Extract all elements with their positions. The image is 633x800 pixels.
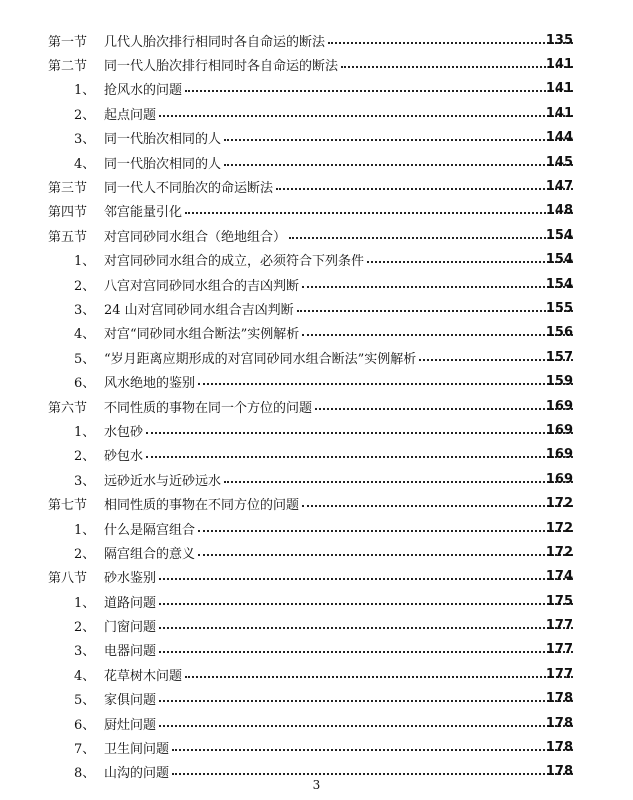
toc-subentry — [0, 467, 633, 491]
toc-entry-body — [104, 299, 573, 318]
toc-section-entry — [0, 52, 633, 76]
toc-entry-title: 山沟的问题 — [104, 766, 170, 782]
toc-entry-body — [104, 31, 573, 50]
toc-entry-number: 6、 — [74, 376, 96, 392]
toc-entry-body — [104, 55, 573, 74]
toc-entry-title: 几代人胎次排行相同时各自命运的断法 — [104, 34, 326, 50]
toc-entry-title: 对宫“同砂同水组合断法”实例解析 — [104, 327, 300, 343]
toc-entry-page: 172 — [545, 496, 573, 512]
toc-subentry — [0, 345, 633, 369]
toc-entry-number: 1、 — [74, 595, 96, 611]
dot-leader — [302, 286, 573, 288]
toc-entry-page: 172 — [545, 544, 573, 560]
toc-entry-title: 同一代胎次相同的人 — [104, 156, 222, 172]
toc-entry-body — [104, 104, 573, 123]
toc-entry-body — [104, 372, 573, 391]
toc-entry-title: 砂包水 — [104, 449, 144, 465]
toc-entry-title: 同一代胎次相同的人 — [104, 132, 222, 148]
toc-subentry — [0, 687, 633, 711]
toc-entry-page: 177 — [545, 618, 573, 634]
toc-entry-number: 3、 — [74, 132, 96, 148]
dot-leader — [198, 554, 573, 556]
toc-entry-page: 154 — [545, 252, 573, 268]
toc-entry-body — [104, 226, 573, 245]
toc-subentry — [0, 296, 633, 320]
toc-entry-title: 八宫对宫同砂同水组合的吉凶判断 — [104, 278, 300, 294]
toc-entry-title: 卫生间问题 — [104, 742, 170, 758]
toc-entry-page: 177 — [545, 642, 573, 658]
toc-entry-page: 144 — [545, 130, 573, 146]
toc-entry-title: 电器问题 — [104, 644, 157, 660]
toc-entry-title: 风水绝地的鉴别 — [104, 376, 196, 392]
toc-entry-number: 2、 — [74, 449, 96, 465]
toc-entry-title: 厨灶问题 — [104, 717, 157, 733]
toc-entry-body — [104, 616, 573, 635]
toc-subentry — [0, 516, 633, 540]
dot-leader — [159, 603, 573, 605]
toc-entry-body — [104, 250, 573, 269]
toc-entry-body — [104, 445, 573, 464]
dot-leader — [224, 139, 573, 141]
toc-entry-title: 花草树木问题 — [104, 668, 183, 684]
toc-entry-title: 相同性质的事物在不同方位的问题 — [104, 498, 300, 514]
toc-entry-page: 169 — [545, 422, 573, 438]
toc-entry-title: 邻宫能量引化 — [104, 205, 183, 221]
dot-leader — [159, 651, 573, 653]
toc-entry-title: 什么是隔宫组合 — [104, 522, 196, 538]
toc-subentry — [0, 662, 633, 686]
toc-entry-page: 141 — [545, 81, 573, 97]
toc-entry-number: 第三节 — [48, 181, 88, 197]
toc-entry-title: 24 山对宫同砂同水组合吉凶判断 — [104, 302, 294, 318]
dot-leader — [185, 212, 573, 214]
toc-section-entry — [0, 394, 633, 418]
dot-leader — [302, 334, 573, 336]
toc-entry-number: 6、 — [74, 717, 96, 733]
toc-entry-title: 道路问题 — [104, 595, 157, 611]
toc-entry-number: 第七节 — [48, 498, 88, 514]
toc-entry-body — [104, 689, 573, 708]
toc-entry-number: 第一节 — [48, 34, 88, 50]
page-number: 3 — [312, 778, 321, 792]
toc-entry-body — [104, 153, 573, 172]
toc-entry-page: 169 — [545, 447, 573, 463]
dot-leader — [172, 773, 573, 775]
toc-entry-page: 178 — [545, 715, 573, 731]
toc-subentry — [0, 150, 633, 174]
toc-entry-body — [104, 323, 573, 342]
toc-subentry — [0, 735, 633, 759]
toc-entry-page: 178 — [545, 764, 573, 780]
toc-entry-page: 177 — [545, 666, 573, 682]
toc-entry-page: 145 — [545, 154, 573, 170]
toc-entry-body — [104, 519, 573, 538]
toc-entry-number: 4、 — [74, 156, 96, 172]
toc-section-entry — [0, 28, 633, 52]
toc-entry-page: 169 — [545, 398, 573, 414]
toc-entry-body — [104, 275, 573, 294]
toc-entry-body — [104, 714, 573, 733]
toc-entry-number: 1、 — [74, 254, 96, 270]
toc-entry-number: 第五节 — [48, 229, 88, 245]
toc-section-entry — [0, 223, 633, 247]
toc-subentry — [0, 613, 633, 637]
toc-entry-page: 175 — [545, 593, 573, 609]
toc-entry-body — [104, 665, 573, 684]
toc-entry-page: 178 — [545, 691, 573, 707]
dot-leader — [289, 237, 573, 239]
toc-entry-body — [104, 177, 573, 196]
toc-entry-number: 1、 — [74, 522, 96, 538]
toc-entry-number: 第四节 — [48, 205, 88, 221]
toc-entry-title: 隔宫组合的意义 — [104, 546, 196, 562]
toc-entry-page: 156 — [545, 325, 573, 341]
toc-entry-number: 1、 — [74, 83, 96, 99]
dot-leader — [185, 676, 573, 678]
toc-entry-number: 2、 — [74, 107, 96, 123]
toc-subentry — [0, 443, 633, 467]
toc-entry-title: 同一代人不同胎次的命运断法 — [104, 181, 274, 197]
dot-leader — [276, 188, 573, 190]
toc-entry-page: 174 — [545, 569, 573, 585]
toc-entry-page: 154 — [545, 227, 573, 243]
toc-entry-title: 远砂近水与近砂远水 — [104, 473, 222, 489]
toc-entry-number: 4、 — [74, 327, 96, 343]
toc-entry-title: 对宫同砂同水组合（绝地组合） — [104, 229, 287, 245]
toc-subentry — [0, 126, 633, 150]
toc-entry-body — [104, 397, 573, 416]
toc-subentry — [0, 638, 633, 662]
toc-entry-title: 同一代人胎次排行相同时各自命运的断法 — [104, 59, 339, 75]
toc-subentry — [0, 418, 633, 442]
dot-leader — [302, 505, 573, 507]
table-of-contents — [0, 28, 633, 784]
dot-leader — [185, 90, 573, 92]
toc-entry-page: 159 — [545, 374, 573, 390]
toc-entry-number: 7、 — [74, 742, 96, 758]
toc-subentry — [0, 369, 633, 393]
toc-entry-page: 147 — [545, 179, 573, 195]
dot-leader — [146, 456, 573, 458]
toc-entry-title: 水包砂 — [104, 424, 144, 440]
dot-leader — [159, 115, 573, 117]
toc-subentry — [0, 248, 633, 272]
toc-entry-number: 8、 — [74, 766, 96, 782]
dot-leader — [297, 310, 573, 312]
toc-section-entry — [0, 199, 633, 223]
toc-entry-number: 2、 — [74, 546, 96, 562]
toc-subentry — [0, 77, 633, 101]
toc-entry-page: 154 — [545, 276, 573, 292]
dot-leader — [159, 700, 573, 702]
toc-subentry — [0, 272, 633, 296]
toc-section-entry — [0, 491, 633, 515]
toc-entry-page: 172 — [545, 520, 573, 536]
toc-entry-number: 1、 — [74, 424, 96, 440]
toc-entry-body — [104, 421, 573, 440]
toc-subentry — [0, 711, 633, 735]
toc-entry-title: 家俱问题 — [104, 693, 157, 709]
toc-section-entry — [0, 174, 633, 198]
toc-entry-page: 157 — [545, 349, 573, 365]
toc-entry-number: 3、 — [74, 302, 96, 318]
toc-entry-number: 第二节 — [48, 59, 88, 75]
toc-entry-title: 起点问题 — [104, 107, 157, 123]
dot-leader — [198, 530, 573, 532]
dot-leader — [159, 627, 573, 629]
toc-entry-number: 第六节 — [48, 400, 88, 416]
toc-entry-page: 148 — [545, 203, 573, 219]
toc-entry-number: 4、 — [74, 668, 96, 684]
dot-leader — [159, 578, 573, 580]
dot-leader — [224, 481, 573, 483]
toc-entry-title: “岁月距离应期形成的对宫同砂同水组合断法”实例解析 — [104, 351, 417, 367]
dot-leader — [146, 432, 573, 434]
toc-entry-number: 5、 — [74, 351, 96, 367]
dot-leader — [198, 383, 573, 385]
toc-entry-title: 抢风水的问题 — [104, 83, 183, 99]
toc-entry-page: 141 — [545, 57, 573, 73]
toc-entry-body — [104, 470, 573, 489]
toc-entry-number: 3、 — [74, 473, 96, 489]
toc-entry-page: 178 — [545, 740, 573, 756]
toc-entry-title: 砂水鉴别 — [104, 571, 157, 587]
toc-entry-page: 135 — [545, 32, 573, 48]
toc-entry-body — [104, 128, 573, 147]
toc-entry-body — [104, 543, 573, 562]
toc-entry-number: 2、 — [74, 278, 96, 294]
toc-entry-page: 169 — [545, 471, 573, 487]
toc-entry-body — [104, 567, 573, 586]
toc-subentry — [0, 321, 633, 345]
toc-subentry — [0, 101, 633, 125]
toc-entry-body — [104, 738, 573, 757]
dot-leader — [224, 164, 573, 166]
dot-leader — [172, 749, 573, 751]
dot-leader — [159, 725, 573, 727]
toc-subentry — [0, 589, 633, 613]
toc-entry-number: 3、 — [74, 644, 96, 660]
toc-entry-title: 不同性质的事物在同一个方位的问题 — [104, 400, 313, 416]
toc-entry-body — [104, 640, 573, 659]
toc-section-entry — [0, 565, 633, 589]
toc-entry-body — [104, 201, 573, 220]
toc-entry-page: 141 — [545, 105, 573, 121]
toc-entry-page: 155 — [545, 300, 573, 316]
toc-subentry — [0, 540, 633, 564]
toc-entry-body — [104, 348, 573, 367]
toc-entry-number: 5、 — [74, 693, 96, 709]
toc-entry-number: 第八节 — [48, 571, 88, 587]
toc-entry-body — [104, 494, 573, 513]
toc-entry-number: 2、 — [74, 620, 96, 636]
toc-entry-body — [104, 79, 573, 98]
toc-entry-title: 门窗问题 — [104, 620, 157, 636]
dot-leader — [315, 408, 573, 410]
toc-entry-body — [104, 592, 573, 611]
toc-entry-title: 对宫同砂同水组合的成立，必须符合下列条件 — [104, 254, 365, 270]
